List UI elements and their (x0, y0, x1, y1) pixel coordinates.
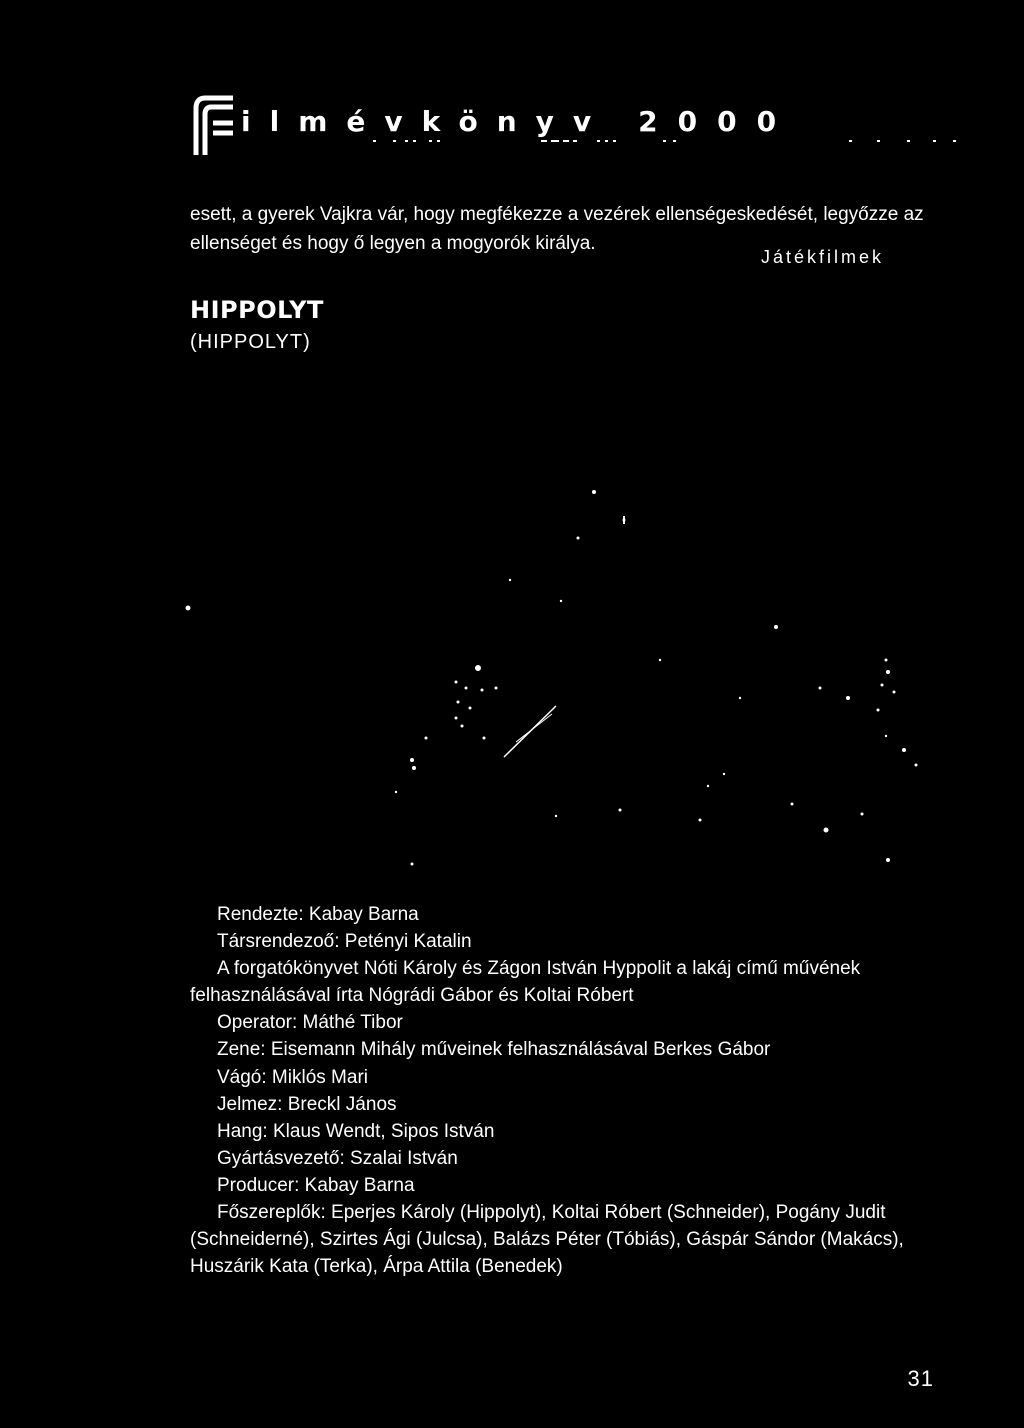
credit-cast: Főszereplők: Eperjes Károly (Hippolyt), Koltai Róbert (Schneider), Pogány Judit (Schneiderné), Szirtes Ági (Julcsa), Balázs Péter (Tóbiás), Gáspár Sándor (Makács), Huszárik Kata (Terka), Árpa Attila (Benedek) (190, 1202, 904, 1278)
credit-screenplay: A forgatókönyvet Nóti Károly és Zágon István Hyppolit a lakáj című művének felhasználásával írta Nógrádi Gábor és Koltai Róbert (190, 958, 861, 1007)
credit-sound: Hang: Klaus Wendt, Sipos István (217, 1120, 495, 1142)
film-still-photo (0, 420, 1024, 890)
film-original-title: (HIPPOLYT) (190, 331, 311, 353)
credit-production-manager: Gyártásvezető: Szalai István (217, 1147, 458, 1169)
section-label: Játékfilmek (760, 247, 884, 267)
intro-paragraph: esett, a gyerek Vajkra vár, hogy megfékezze a vezérek ellenségeskedését, legyőzze az ellenséget és hogy ő legyen a mogyorók királya. (190, 204, 924, 254)
credit-editor: Vágó: Miklós Mari (217, 1066, 368, 1088)
header-dotted-rule (373, 139, 973, 143)
credit-costume: Jelmez: Breckl János (217, 1093, 397, 1115)
credit-operator: Operator: Máthé Tibor (217, 1012, 403, 1034)
yearbook-year: 2000 (638, 105, 797, 138)
yearbook-title (241, 105, 796, 138)
credit-producer: Producer: Kabay Barna (217, 1174, 415, 1196)
yearbook-title-text: ilmévkönyv (241, 105, 611, 138)
credit-director: Rendezte: Kabay Barna (217, 904, 419, 925)
film-yearbook-logo-icon (193, 95, 235, 157)
credits-block (190, 901, 950, 1280)
page-number: 31 (907, 1366, 934, 1391)
credit-co-director: Társrendezoő: Petényi Katalin (217, 931, 472, 953)
film-title: HIPPOLYT (190, 296, 324, 324)
credit-music: Zene: Eisemann Mihály műveinek felhasználásával Berkes Gábor (217, 1039, 771, 1061)
